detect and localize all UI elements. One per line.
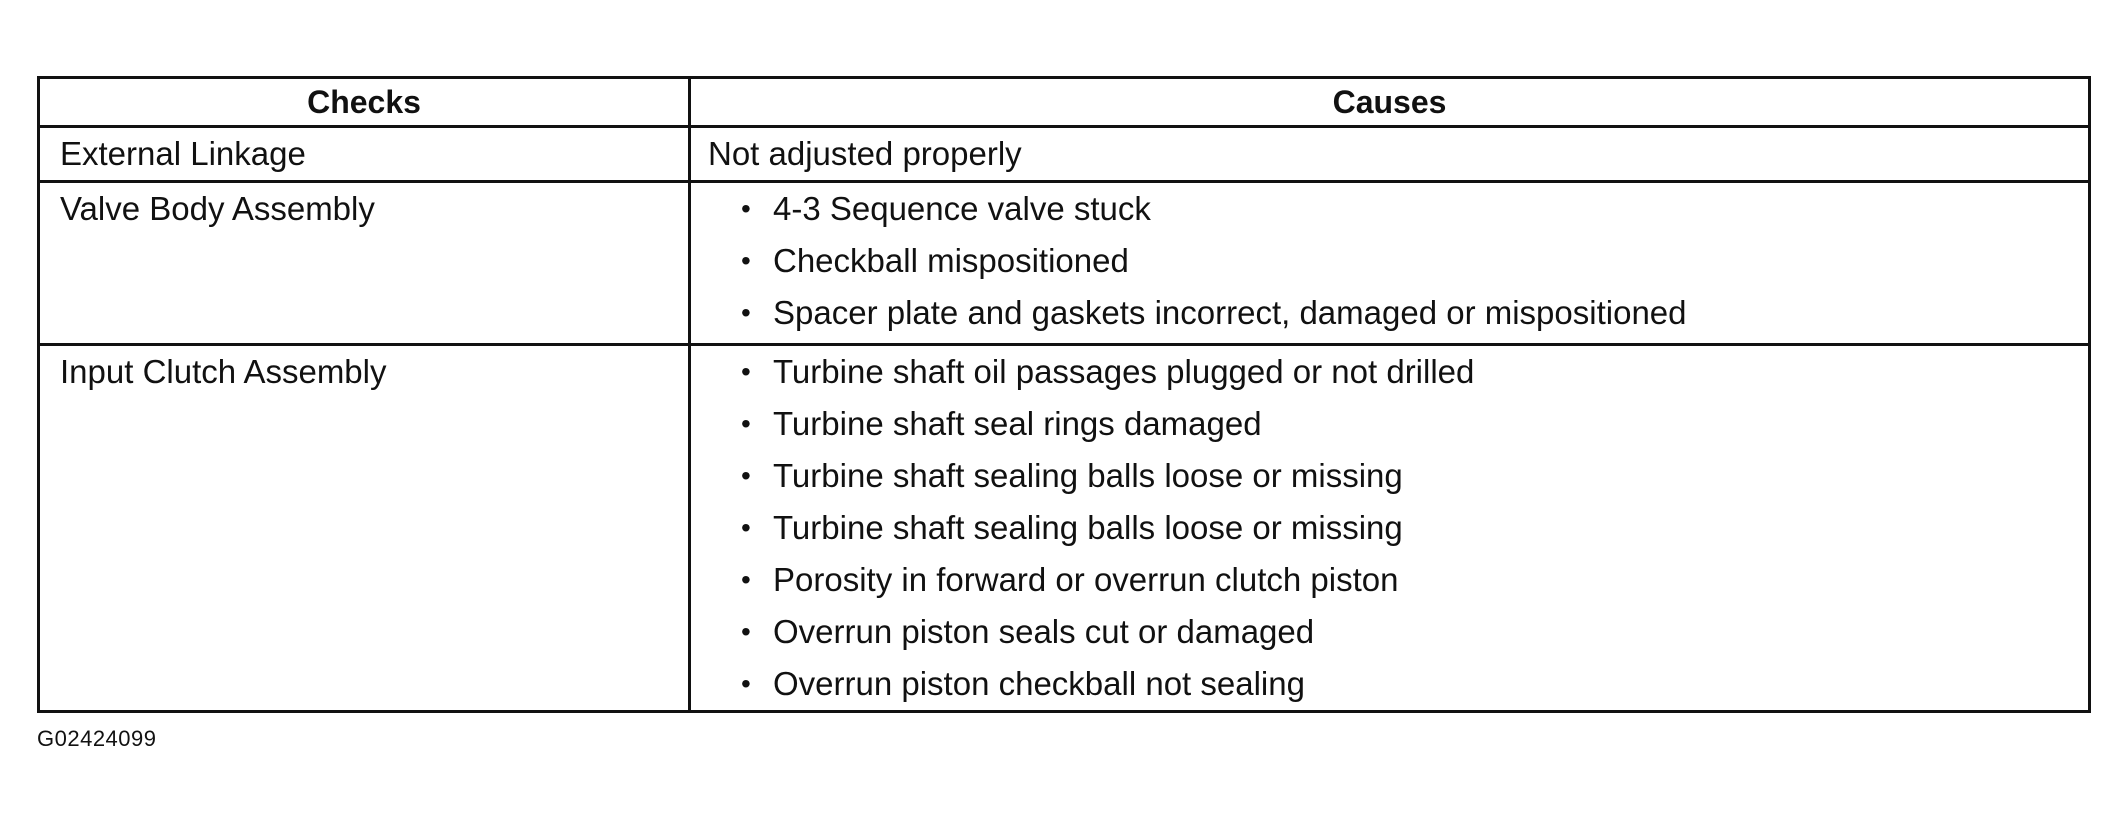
cause-text: Turbine shaft sealing balls loose or missing bbox=[773, 457, 1403, 494]
cause-item bbox=[741, 398, 2088, 450]
header-row bbox=[39, 78, 2090, 127]
bullet-icon: • bbox=[741, 356, 751, 387]
cause-text: Turbine shaft oil passages plugged or not drilled bbox=[773, 353, 1475, 390]
cause-list bbox=[691, 183, 2088, 339]
bullet-icon: • bbox=[741, 512, 751, 543]
cause-item bbox=[741, 502, 2088, 554]
cause-text: Spacer plate and gaskets incorrect, damaged or mispositioned bbox=[773, 294, 1687, 331]
bullet-icon: • bbox=[741, 193, 751, 224]
cause-item bbox=[741, 658, 2088, 710]
table-row bbox=[39, 182, 2090, 345]
bullet-icon: • bbox=[741, 616, 751, 647]
causes-cell bbox=[690, 182, 2090, 345]
causes-header: Causes bbox=[690, 78, 2090, 127]
diagnosis-table bbox=[37, 76, 2091, 713]
bullet-icon: • bbox=[741, 408, 751, 439]
cause-text: Checkball mispositioned bbox=[773, 242, 1129, 279]
cause-text: Porosity in forward or overrun clutch piston bbox=[773, 561, 1399, 598]
cause-list bbox=[691, 346, 2088, 710]
bullet-icon: • bbox=[741, 564, 751, 595]
check-cell: Input Clutch Assembly bbox=[39, 345, 690, 712]
causes-cell bbox=[690, 345, 2090, 712]
cause-text: Overrun piston checkball not sealing bbox=[773, 665, 1305, 702]
check-cell: External Linkage bbox=[39, 127, 690, 182]
cause-item bbox=[741, 235, 2088, 287]
table-row bbox=[39, 127, 2090, 182]
bullet-icon: • bbox=[741, 297, 751, 328]
cause-item bbox=[741, 450, 2088, 502]
cause-item bbox=[741, 554, 2088, 606]
figure-id-label: G02424099 bbox=[37, 726, 157, 751]
cause-text: Turbine shaft seal rings damaged bbox=[773, 405, 1262, 442]
cause-item bbox=[741, 606, 2088, 658]
check-cell: Valve Body Assembly bbox=[39, 182, 690, 345]
table-row bbox=[39, 345, 2090, 712]
bullet-icon: • bbox=[741, 245, 751, 276]
checks-header: Checks bbox=[39, 78, 690, 127]
cause-text: 4-3 Sequence valve stuck bbox=[773, 190, 1151, 227]
cause-text: Overrun piston seals cut or damaged bbox=[773, 613, 1315, 650]
cause-item bbox=[741, 183, 2088, 235]
cause-text: Turbine shaft sealing balls loose or missing bbox=[773, 509, 1403, 546]
bullet-icon: • bbox=[741, 668, 751, 699]
cause-item bbox=[741, 287, 2088, 339]
cause-item bbox=[741, 346, 2088, 398]
bullet-icon: • bbox=[741, 460, 751, 491]
cause-cell: Not adjusted properly bbox=[690, 127, 2090, 182]
